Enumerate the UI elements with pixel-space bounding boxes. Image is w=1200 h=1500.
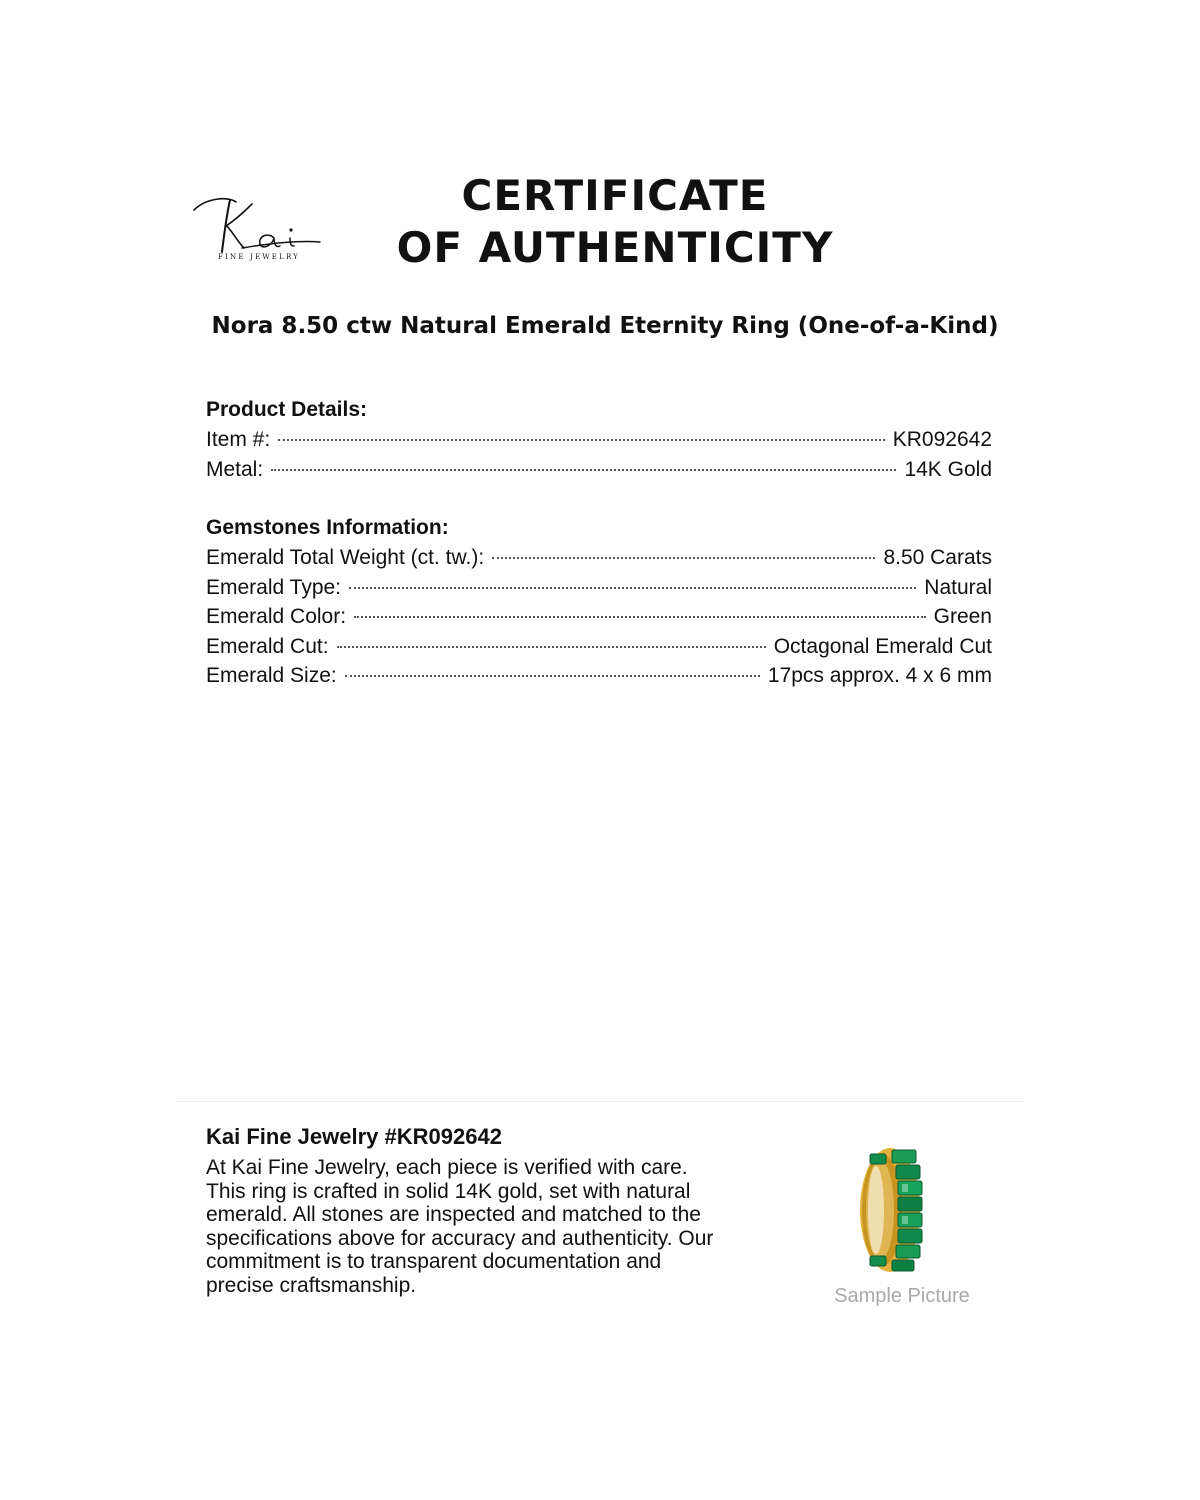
emerald-ring-icon	[852, 1140, 928, 1280]
detail-row-metal	[206, 455, 992, 485]
gem-row-color	[206, 602, 992, 632]
detail-label: Metal:	[206, 457, 264, 481]
dotted-leader	[337, 646, 766, 648]
gem-label: Emerald Color:	[206, 605, 347, 628]
gem-label: Emerald Total Weight (ct. tw.):	[206, 546, 485, 569]
gem-row-type	[206, 573, 992, 603]
product-name: Nora 8.50 ctw Natural Emerald Eternity Ring (One-of-a-Kind)	[211, 313, 999, 339]
dotted-leader	[354, 616, 926, 618]
logo-tagline: FINE JEWELRY	[218, 253, 301, 261]
gem-label: Emerald Cut:	[206, 634, 329, 658]
gem-row-size	[206, 661, 992, 691]
dotted-leader	[492, 557, 875, 559]
gemstones-heading: Gemstones Information:	[206, 516, 449, 539]
footer-divider	[176, 1101, 1024, 1102]
gem-value: 8.50 Carats	[883, 546, 992, 569]
gem-value: Octagonal Emerald Cut	[773, 634, 992, 658]
footer-title: Kai Fine Jewelry #KR092642	[206, 1124, 502, 1149]
footer-line: precise craftsmanship.	[206, 1273, 417, 1297]
gem-value: 17pcs approx. 4 x 6 mm	[767, 664, 992, 687]
gem-label: Emerald Type:	[206, 575, 342, 599]
gem-label: Emerald Size:	[206, 664, 337, 687]
gem-value: Natural	[924, 575, 992, 599]
certificate-title	[340, 170, 890, 274]
detail-value: 14K Gold	[904, 457, 992, 481]
dotted-leader	[278, 439, 885, 441]
footer-line: commitment is to transparent documentation and	[206, 1250, 662, 1273]
footer-line: This ring is crafted in solid 14K gold, set with natural	[206, 1179, 691, 1203]
footer-line: At Kai Fine Jewelry, each piece is verified with care.	[206, 1156, 688, 1179]
product-details-heading: Product Details:	[206, 398, 368, 421]
dotted-leader	[349, 587, 916, 589]
footer-line: specifications above for accuracy and authenticity. Our	[206, 1226, 714, 1250]
gem-row-total-weight	[206, 543, 992, 573]
gem-row-cut	[206, 632, 992, 662]
detail-row-item-number	[206, 425, 992, 455]
brand-logo	[186, 188, 326, 268]
detail-label: Item #:	[206, 428, 271, 451]
dotted-leader	[271, 469, 896, 471]
sample-picture-caption: Sample Picture	[834, 1285, 970, 1307]
certificate-title-line2: OF AUTHENTICITY	[396, 223, 834, 272]
footer-description	[206, 1156, 806, 1297]
dotted-leader	[345, 675, 760, 677]
kai-logo-icon	[186, 188, 326, 268]
gem-value: Green	[933, 605, 992, 628]
footer-line: emerald. All stones are inspected and matched to the	[206, 1203, 701, 1226]
gemstones-section	[206, 513, 992, 691]
detail-value: KR092642	[892, 428, 992, 451]
certificate-title-line1: CERTIFICATE	[461, 171, 769, 220]
ring-sample-image	[852, 1140, 928, 1280]
product-details-section	[206, 395, 992, 484]
